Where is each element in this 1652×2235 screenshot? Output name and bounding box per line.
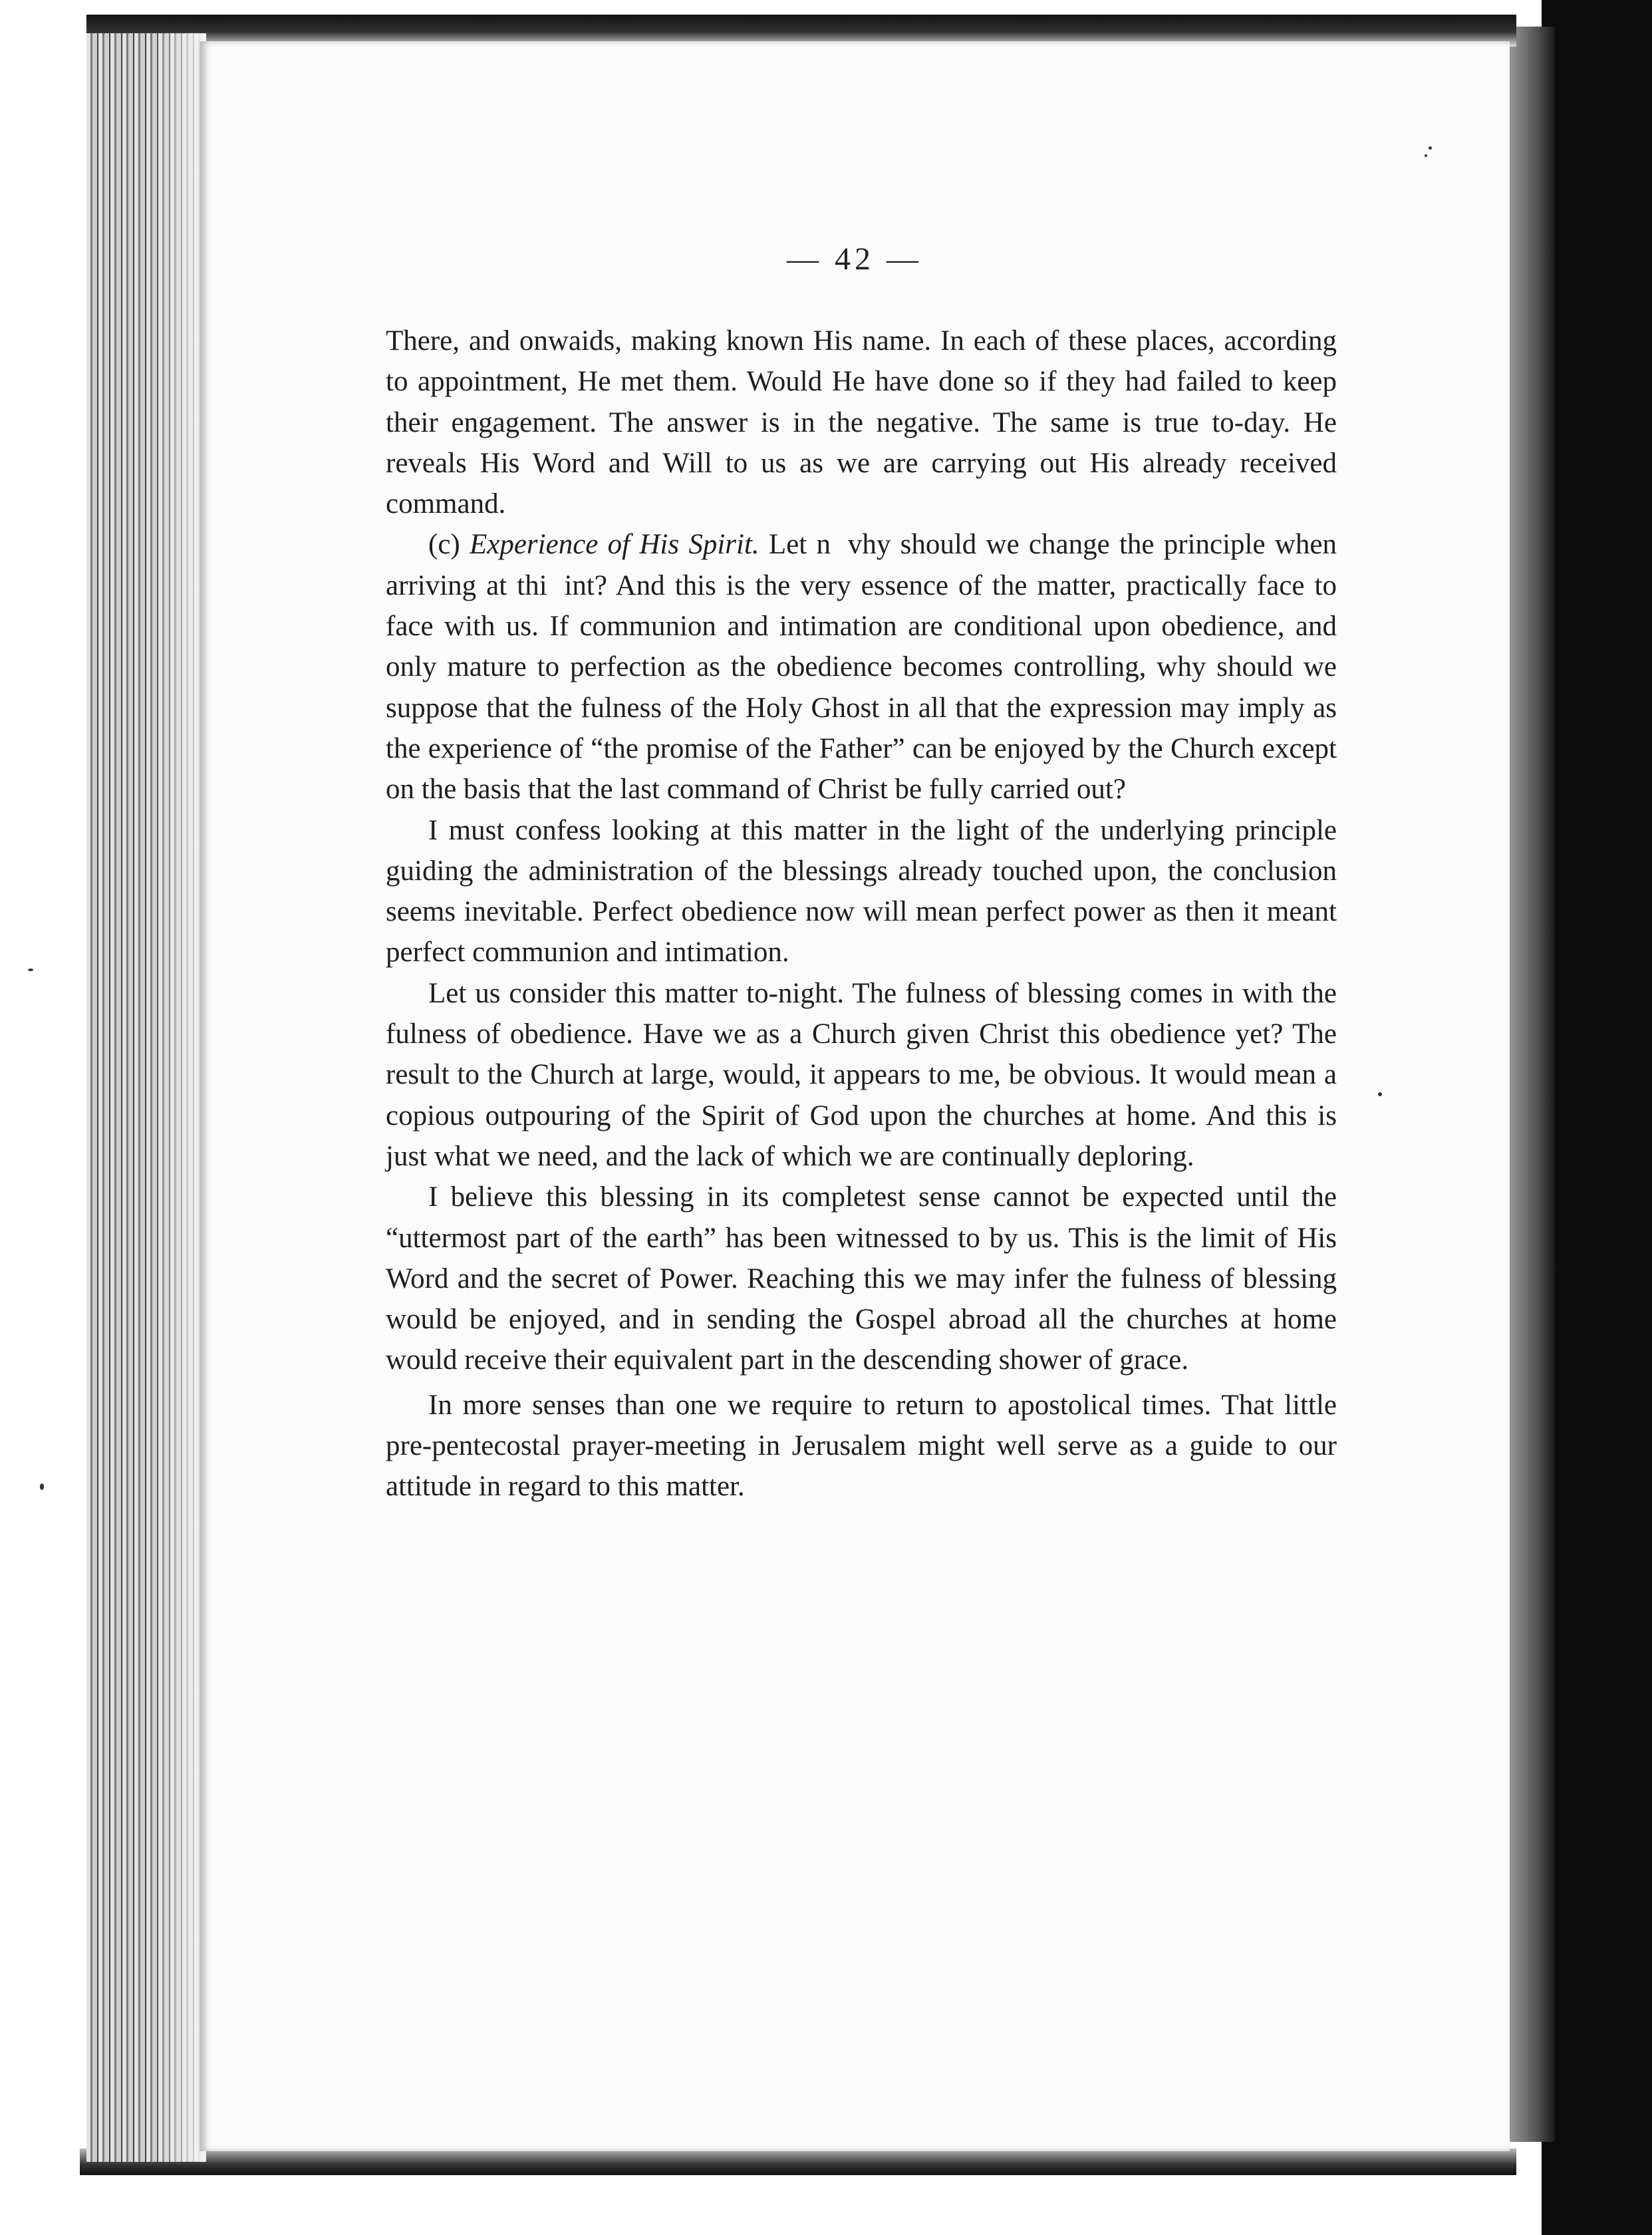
book-page <box>200 41 1510 2151</box>
scan-speck <box>1425 154 1427 157</box>
scanner-bed-right <box>1542 0 1652 2235</box>
page-body-text <box>386 321 1337 1507</box>
scan-speck <box>1429 146 1432 150</box>
paragraph-4: Let us consider this matter to-night. The fulness of blessing comes in with the fulness of obedience. Have we as a Church given Christ this obedience yet? The result to the Church at large, would, it appears to me, be obvious. It would mean a copious outpouring of the Spirit of God upon the churches at home. And this is just what we need, and the lack of which we are continually deploring. <box>386 977 1337 1172</box>
paragraph-1: There, and onwaids, making known His name. In each of these places, according to appointment, He met them. Would He have done so if they had failed to keep their engagement. The answer is in the negative. The same is true to-day. He reveals His Word and Will to us as we are carrying out His already received command. <box>386 325 1337 520</box>
scan-speck <box>1378 1092 1382 1096</box>
section-label: (c) <box>428 529 470 561</box>
paragraph-5: I believe this blessing in its completest sense cannot be expected until the “uttermost part of the earth” has been witnessed to by us. This is the limit of His Word and the secret of Power. Reaching this we may infer the fulness of blessing would be enjoyed, and in sending the Gospel abroad all the churches at home would receive their equivalent part in the descending shower of grace. <box>386 1181 1337 1376</box>
paragraph-6: In more senses than one we require to return to apostolical times. That little pre-pentecostal prayer-meeting in Jerusalem might well serve as a guide to our attitude in regard to this matter. <box>386 1389 1337 1503</box>
section-heading: Experience of His Spirit. <box>470 529 759 561</box>
paragraph-2-text: Let n vhy should we change the principle when arriving at thi int? And this is the very essence of the matter, practically face to face with us. If communion and intimation are conditional upon obedience, and only mature to perfection as the obedience becomes controlling, why should we suppose that the fulness of the Holy Ghost in all that the expression may imply as the experience of “the promise of the Father” can be enjoyed by the Church except on the basis that the last command of Christ be fully carried out? <box>386 529 1337 806</box>
paragraph-3: I must confess looking at this matter in the light of the underlying principle guiding the administration of the blessings already touched upon, the conclusion seems inevitable. Perfect obedience now will mean perfect power as then it meant perfect communion and intimation. <box>386 814 1337 968</box>
paragraph-2 <box>386 524 1337 810</box>
page-number: — 42 — <box>787 241 922 277</box>
scan-speck <box>28 968 33 971</box>
book-fore-edge-shadow <box>1508 27 1555 2142</box>
book-gutter-fade <box>153 33 206 2162</box>
scan-bottom-border <box>80 2149 1516 2175</box>
scan-speck <box>40 1483 44 1490</box>
